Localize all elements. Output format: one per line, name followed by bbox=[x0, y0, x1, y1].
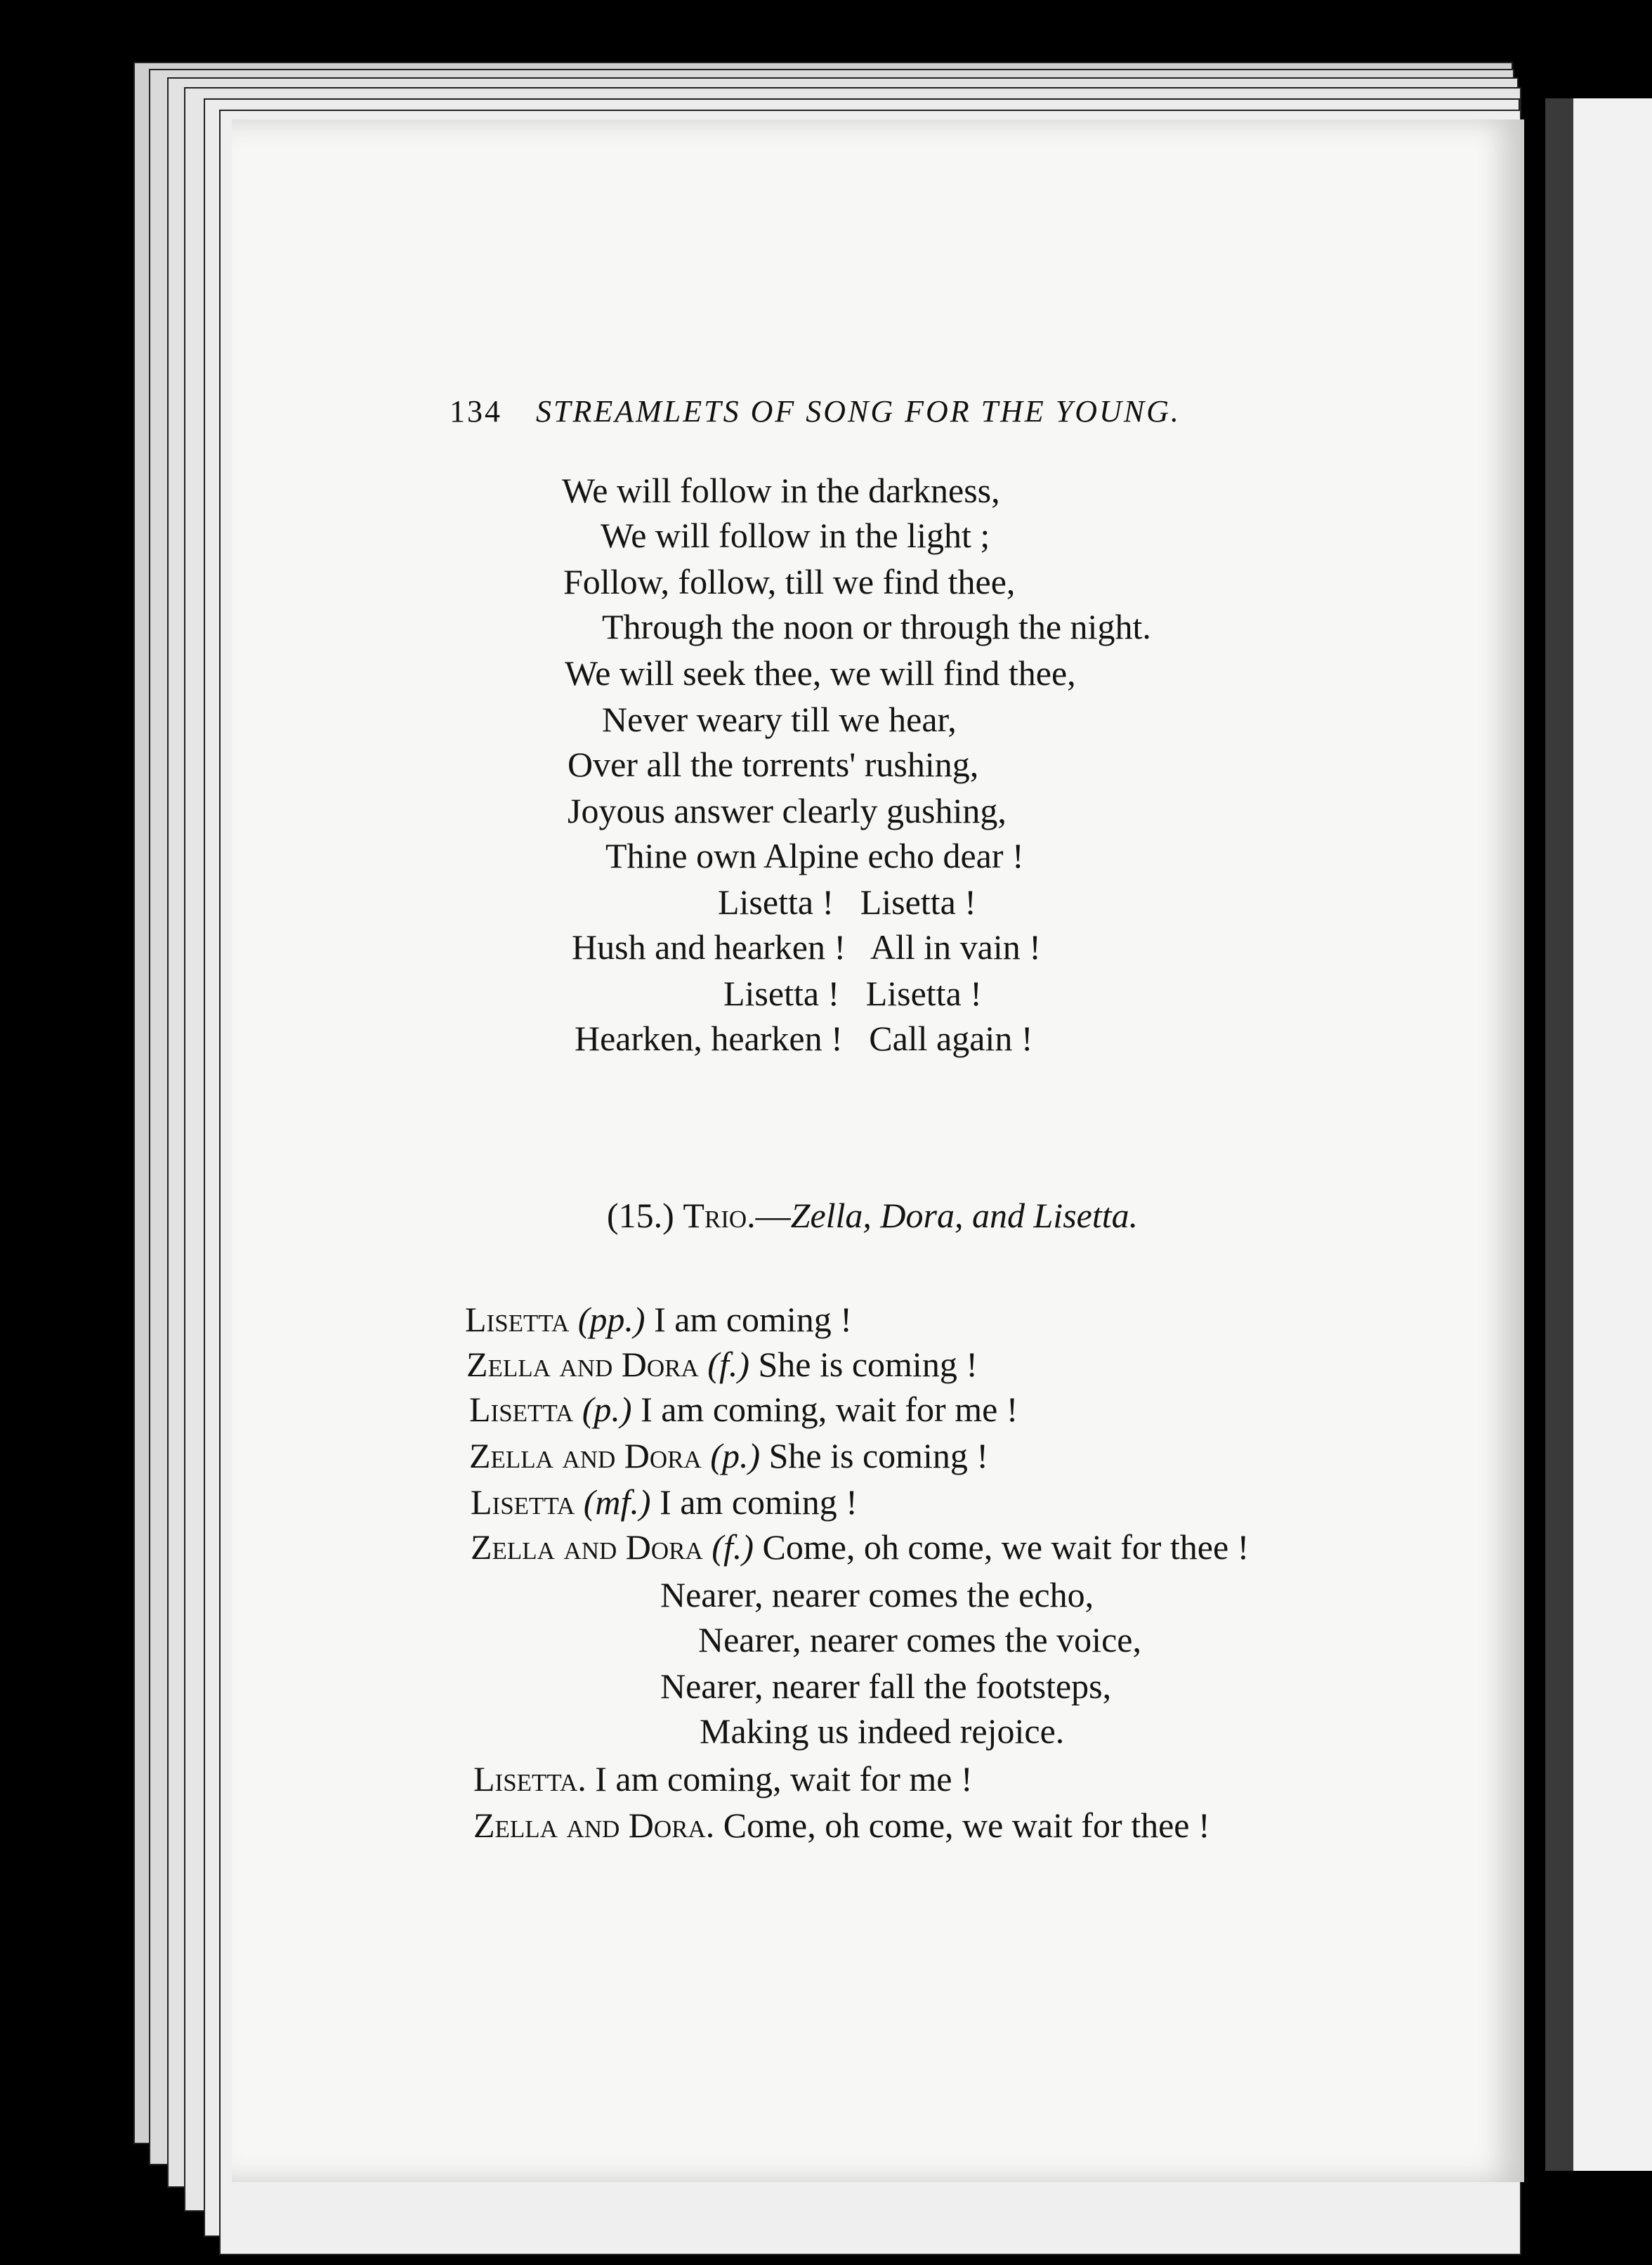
section-kind: Trio. bbox=[683, 1196, 756, 1235]
facing-page-edge bbox=[1545, 98, 1652, 2171]
chorus-line: Nearer, nearer comes the voice, bbox=[698, 1620, 1141, 1659]
chorus-line: Nearer, nearer fall the footsteps, bbox=[660, 1666, 1112, 1706]
speaker: Lisetta bbox=[469, 1390, 574, 1429]
speaker: Lisetta. bbox=[473, 1759, 586, 1799]
dialogue-text: She is coming ! bbox=[768, 1436, 989, 1475]
stanza-line: Never weary till we hear, bbox=[602, 700, 957, 739]
stanza-line: Follow, follow, till we find thee, bbox=[563, 562, 1016, 601]
closing-line bbox=[473, 1804, 1210, 1846]
stage-direction: (p.) bbox=[582, 1390, 632, 1429]
dialogue-text: I am coming ! bbox=[654, 1300, 852, 1339]
dialogue-text: I am coming, wait for me ! bbox=[641, 1390, 1018, 1429]
section-heading bbox=[607, 1194, 1138, 1236]
speaker: Zella and Dora bbox=[466, 1345, 699, 1384]
section-number: (15.) bbox=[607, 1196, 674, 1235]
speaker: Lisetta bbox=[465, 1300, 570, 1339]
speaker: Zella and Dora. bbox=[473, 1806, 715, 1845]
closing-line bbox=[473, 1758, 973, 1800]
stanza-line: Lisetta ! Lisetta ! bbox=[723, 974, 982, 1013]
dialogue-line bbox=[465, 1298, 852, 1340]
dialogue-text: I am coming ! bbox=[660, 1482, 858, 1522]
stanza-line: We will follow in the darkness, bbox=[562, 471, 1000, 510]
dialogue-text: Come, oh come, we wait for thee ! bbox=[762, 1527, 1250, 1567]
speaker: Zella and Dora bbox=[471, 1527, 703, 1567]
stage-direction: (pp.) bbox=[577, 1300, 645, 1339]
stanza-line: We will follow in the light ; bbox=[601, 516, 990, 555]
dialogue-text: Come, oh come, we wait for thee ! bbox=[723, 1806, 1210, 1845]
stanza-line: Over all the torrents' rushing, bbox=[568, 745, 979, 784]
stanza-line: Hearken, hearken ! Call again ! bbox=[575, 1019, 1033, 1058]
stanza-line: Through the noon or through the night. bbox=[602, 607, 1151, 646]
dialogue-line bbox=[469, 1435, 988, 1477]
stanza-line: Joyous answer clearly gushing, bbox=[568, 791, 1007, 830]
page-number: 134 bbox=[450, 394, 502, 429]
dialogue-text: She is coming ! bbox=[758, 1345, 978, 1384]
stage-direction: (f.) bbox=[712, 1527, 754, 1567]
stage-direction: (mf.) bbox=[583, 1482, 651, 1522]
stanza-line: Lisetta ! Lisetta ! bbox=[718, 882, 976, 922]
stage-direction: (f.) bbox=[707, 1345, 749, 1384]
dialogue-line bbox=[466, 1343, 978, 1385]
speaker: Lisetta bbox=[471, 1482, 575, 1522]
dialogue-line bbox=[471, 1526, 1249, 1568]
stanza-line: We will seek thee, we will find thee, bbox=[565, 653, 1076, 693]
chorus-line: Making us indeed rejoice. bbox=[700, 1711, 1065, 1751]
stanza-line: Hush and hearken ! All in vain ! bbox=[572, 927, 1041, 967]
running-header bbox=[450, 393, 1181, 429]
stage-direction: (p.) bbox=[710, 1436, 761, 1475]
dialogue-text: I am coming, wait for me ! bbox=[595, 1759, 973, 1799]
running-title: STREAMLETS OF SONG FOR THE YOUNG. bbox=[536, 394, 1181, 429]
dialogue-line bbox=[471, 1481, 858, 1523]
chorus-line: Nearer, nearer comes the echo, bbox=[660, 1575, 1094, 1614]
speaker: Zella and Dora bbox=[469, 1436, 702, 1475]
section-dash: — bbox=[755, 1196, 791, 1235]
section-cast: Zella, Dora, and Lisetta. bbox=[790, 1196, 1139, 1235]
dialogue-line bbox=[469, 1388, 1018, 1430]
stanza-line: Thine own Alpine echo dear ! bbox=[605, 836, 1024, 875]
